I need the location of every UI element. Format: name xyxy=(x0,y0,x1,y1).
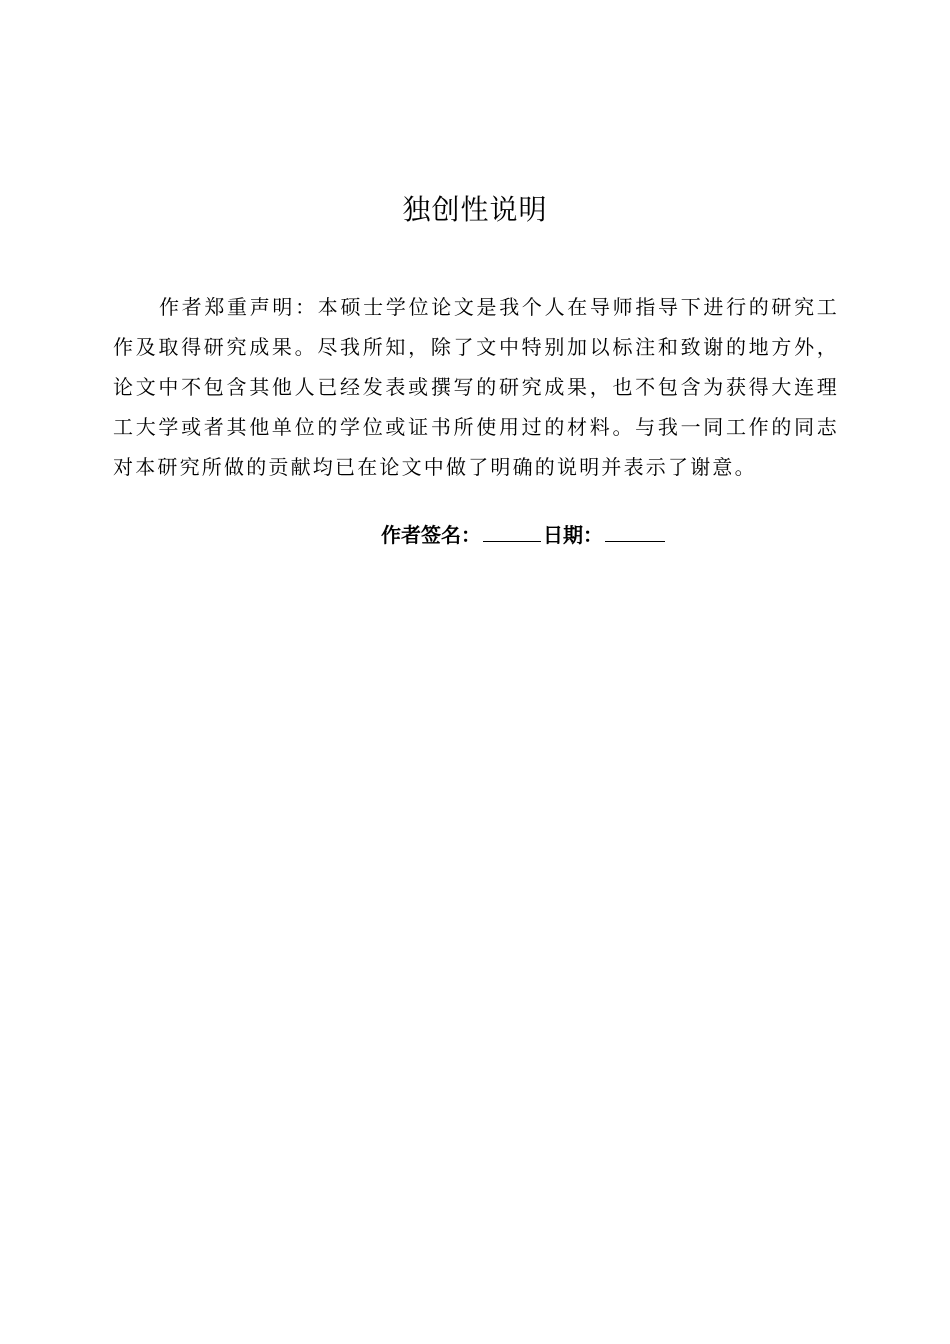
date-blank xyxy=(605,517,665,542)
signature-line xyxy=(381,517,667,553)
signature-blank xyxy=(483,517,541,542)
declaration-paragraph: 作者郑重声明：本硕士学位论文是我个人在导师指导下进行的研究工作及取得研究成果。尽我所知，除了文中特别加以标注和致谢的地方外，论文中不包含其他人已经发表或撰写的研究成果，也不包含为获得大连理工大学或者其他单位的学位或证书所使用过的材料。与我一同工作的同志对本研究所做的贡献均已在论文中做了明确的说明并表示了谢意。 xyxy=(113,295,839,479)
page-title: 独创性说明 xyxy=(402,193,548,226)
signature-label: 作者签名： xyxy=(381,523,481,547)
date-label: 日期： xyxy=(543,523,603,547)
